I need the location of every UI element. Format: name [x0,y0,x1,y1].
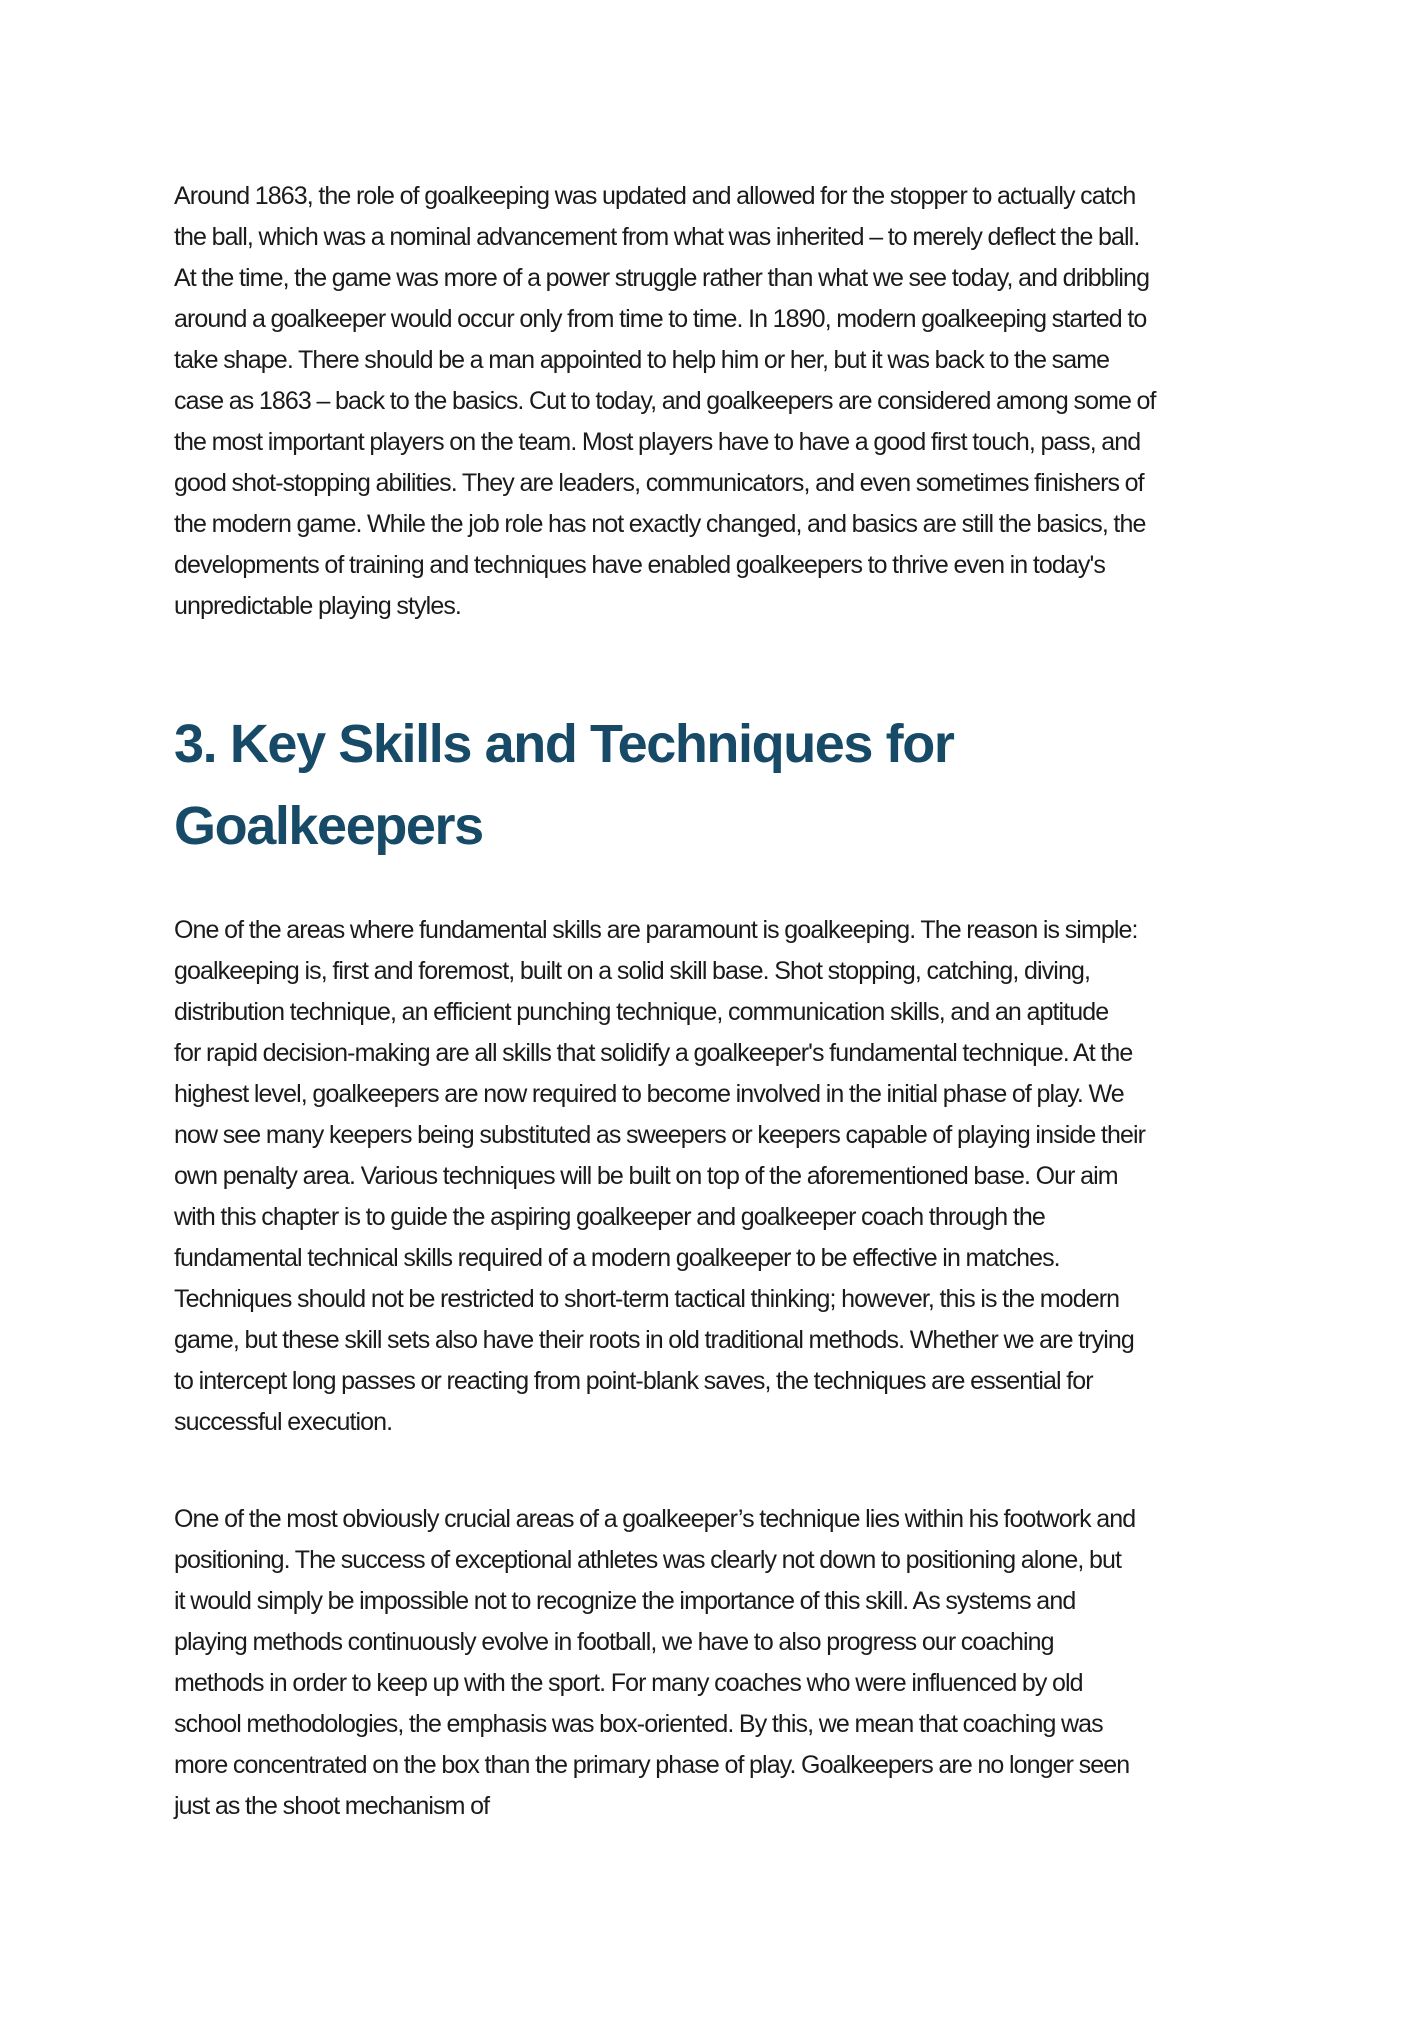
text-line: now see many keepers being substituted as sweepers or keepers capable of playing inside their [174,1121,1146,1149]
text-line: At the time, the game was more of a power struggle rather than what we see today, and dribbling [174,264,1150,292]
text-line: take shape. There should be a man appointed to help him or her, but it was back to the same [174,346,1110,374]
text-line: the most important players on the team. Most players have to have a good first touch, pass, and [174,428,1141,456]
text-line: goalkeeping is, first and foremost, built on a solid skill base. Shot stopping, catching, diving, [174,957,1090,985]
text-line: positioning. The success of exceptional athletes was clearly not down to positioning alone, but [174,1546,1122,1574]
text-line: good shot-stopping abilities. They are leaders, communicators, and even sometimes finishers of [174,469,1144,497]
text-line: Around 1863, the role of goalkeeping was updated and allowed for the stopper to actually catch [174,182,1136,210]
text-line: highest level, goalkeepers are now required to become involved in the initial phase of play. We [174,1080,1124,1108]
text-line: One of the most obviously crucial areas of a goalkeeper’s technique lies within his footwork and [174,1505,1136,1533]
text-line: game, but these skill sets also have their roots in old traditional methods. Whether we are trying [174,1326,1134,1354]
text-line: fundamental technical skills required of a modern goalkeeper to be effective in matches. [174,1244,1060,1272]
text-line: playing methods continuously evolve in football, we have to also progress our coaching [174,1628,1054,1656]
text-line: own penalty area. Various techniques will be built on top of the aforementioned base. Our aim [174,1162,1118,1190]
paragraph-fundamental-skills [174,910,1145,1443]
text-line: it would simply be impossible not to recognize the importance of this skill. As systems and [174,1587,1076,1615]
text-line: methods in order to keep up with the sport. For many coaches who were influenced by old [174,1669,1083,1697]
section-heading-key-skills [174,703,953,867]
heading-line: 3. Key Skills and Techniques for [174,714,954,774]
text-line: distribution technique, an efficient punching technique, communication skills, and an aptitude [174,998,1109,1026]
text-line: for rapid decision-making are all skills that solidify a goalkeeper's fundamental technique. At the [174,1039,1133,1067]
text-line: more concentrated on the box than the primary phase of play. Goalkeepers are no longer seen [174,1751,1130,1779]
text-line: One of the areas where fundamental skills are paramount is goalkeeping. The reason is simple: [174,916,1138,944]
paragraph-footwork-positioning [174,1499,1135,1827]
text-line: with this chapter is to guide the aspiring goalkeeper and goalkeeper coach through the [174,1203,1045,1231]
text-line: Techniques should not be restricted to short-term tactical thinking; however, this is the modern [174,1285,1120,1313]
text-line: case as 1863 – back to the basics. Cut to today, and goalkeepers are considered among some of [174,387,1156,415]
text-line: around a goalkeeper would occur only from time to time. In 1890, modern goalkeeping started to [174,305,1147,333]
text-line: successful execution. [174,1408,393,1436]
text-line: school methodologies, the emphasis was box-oriented. By this, we mean that coaching was [174,1710,1103,1738]
text-line: to intercept long passes or reacting from point-blank saves, the techniques are essential for [174,1367,1093,1395]
text-line: developments of training and techniques have enabled goalkeepers to thrive even in today's [174,551,1105,579]
text-line: the modern game. While the job role has not exactly changed, and basics are still the basics, the [174,510,1146,538]
text-line: the ball, which was a nominal advancement from what was inherited – to merely deflect the ball. [174,223,1140,251]
paragraph-goalkeeping-history [174,176,1156,627]
text-line: unpredictable playing styles. [174,592,461,620]
text-line: just as the shoot mechanism of [174,1792,490,1820]
heading-line: Goalkeepers [174,796,483,856]
